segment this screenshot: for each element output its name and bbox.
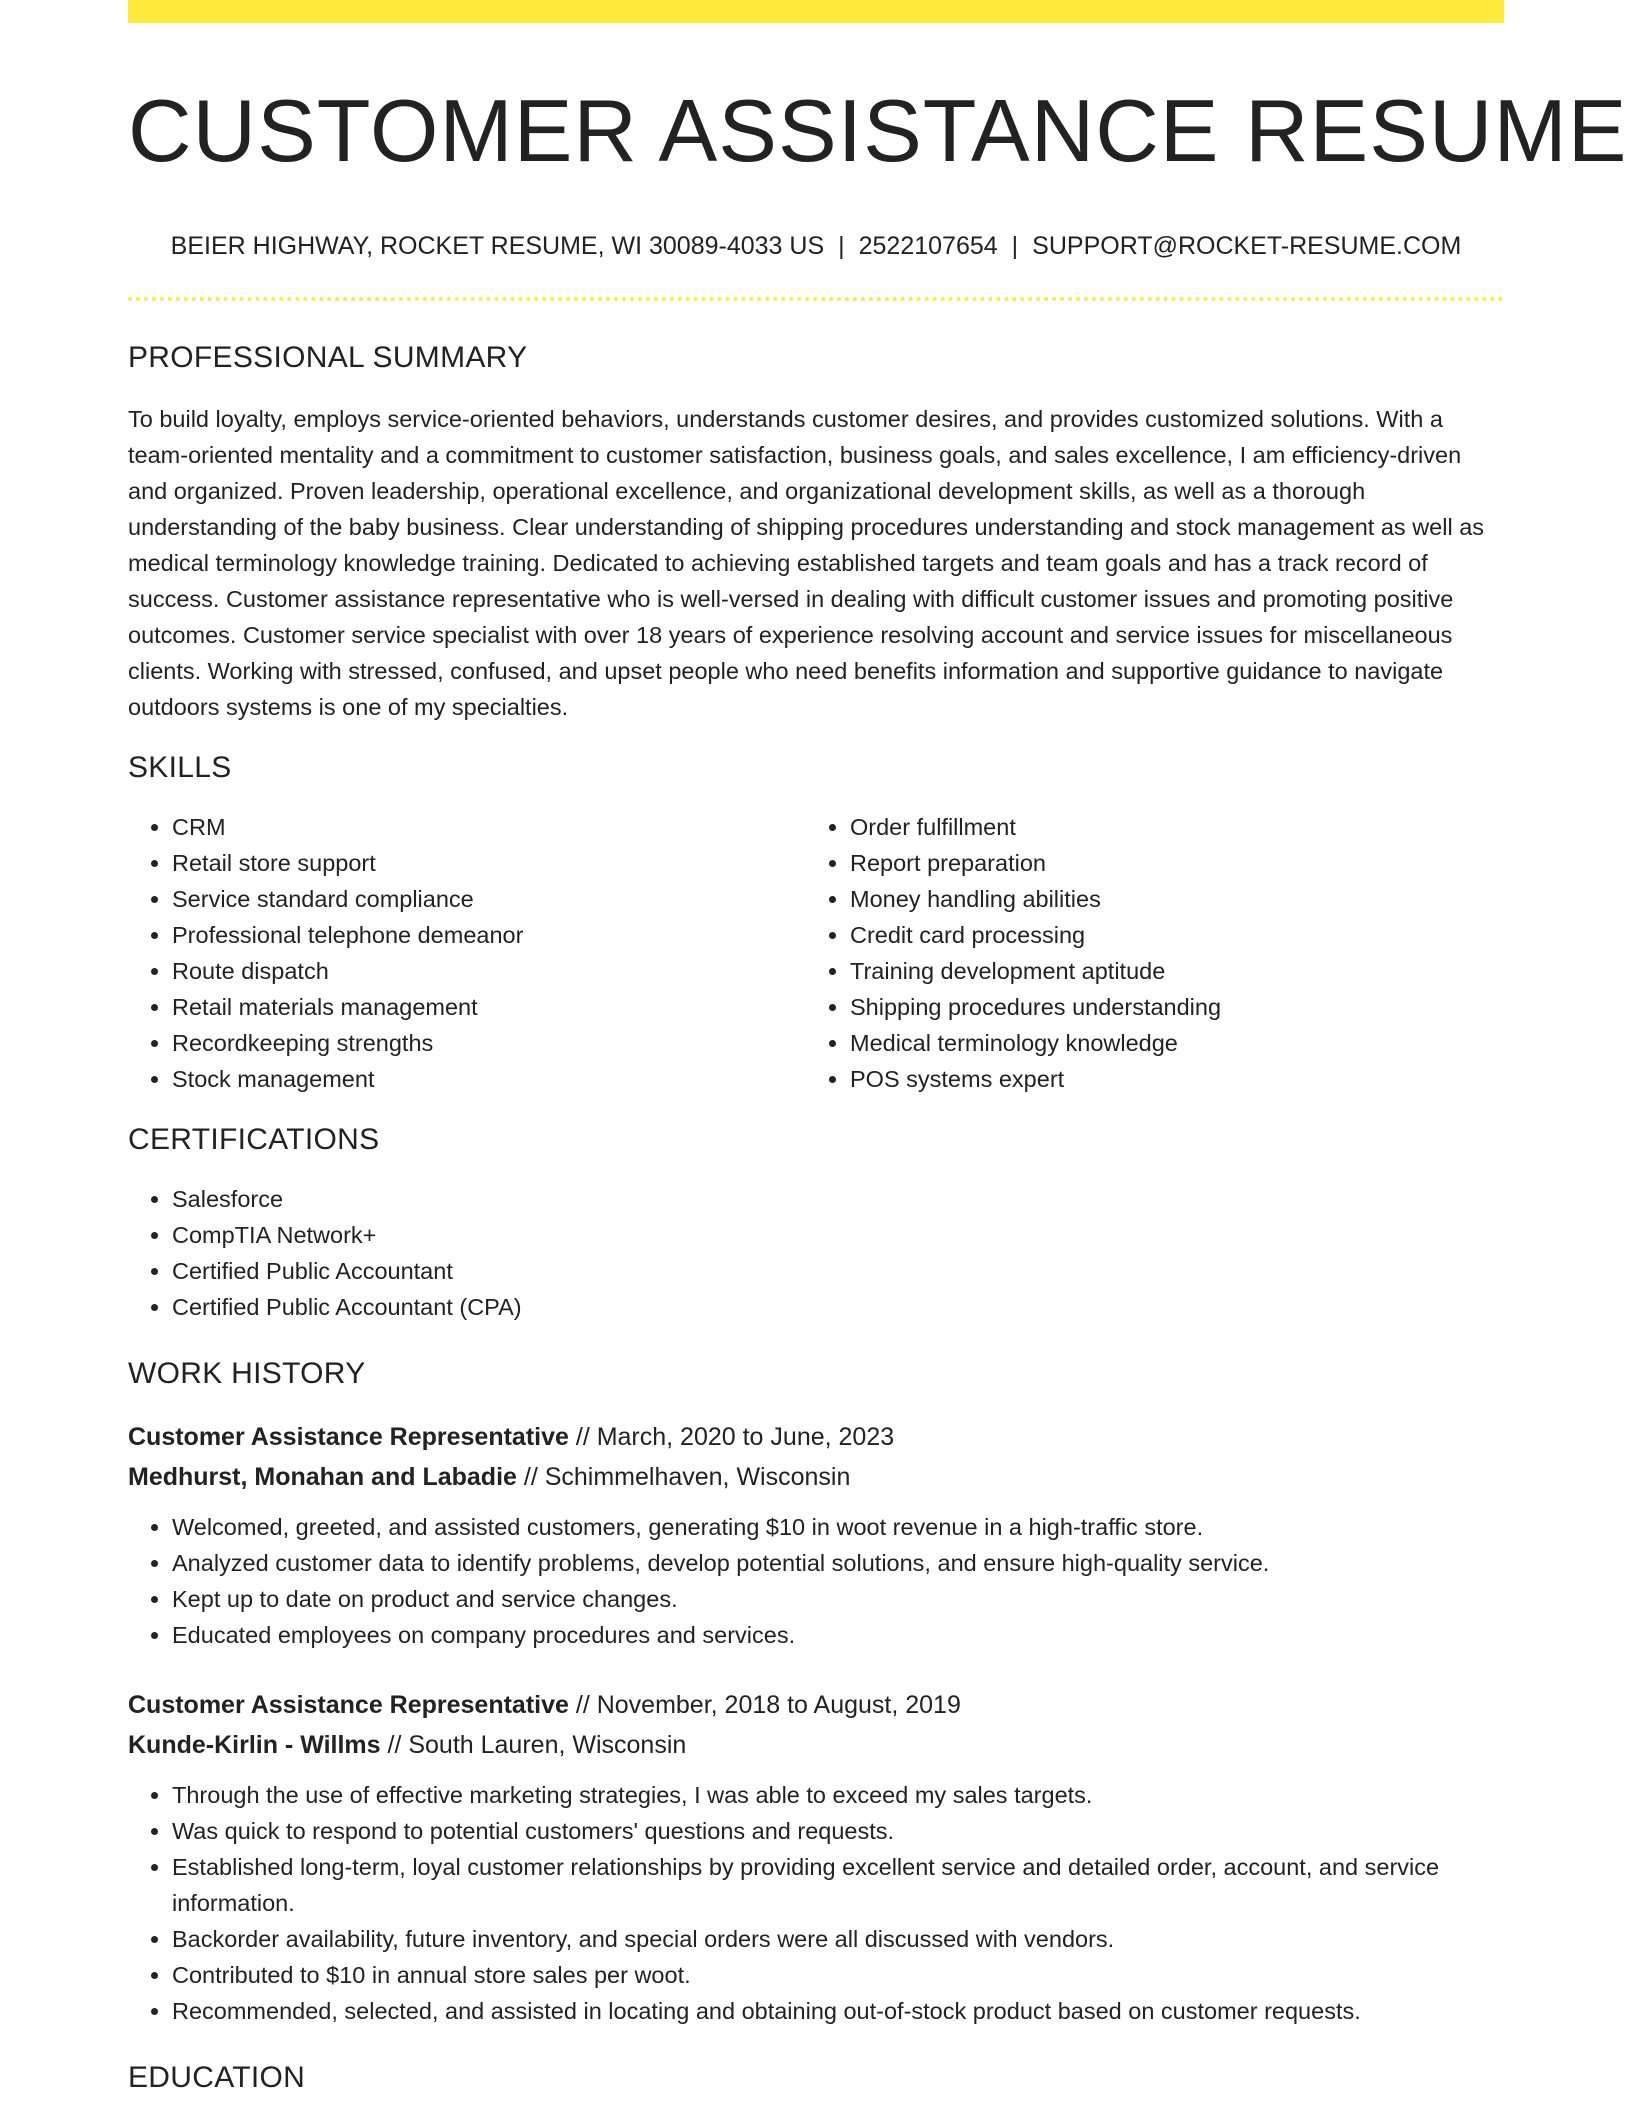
job-company-line (128, 1725, 1504, 1765)
job-bullet: • Educated employees on company procedures and services. (172, 1617, 1504, 1653)
certification-item: • Salesforce (172, 1181, 1504, 1217)
skill-item: • CRM (172, 809, 806, 845)
job-bullet: • Established long-term, loyal customer relationships by providing excellent service and detailed order, account, and service information. (172, 1849, 1504, 1921)
contact-line (128, 232, 1504, 261)
skill-item: • Credit card processing (850, 917, 1484, 953)
skill-item: • Medical terminology knowledge (850, 1025, 1484, 1061)
contact-phone: 2522107654 (858, 231, 998, 260)
job-company-line (128, 1457, 1504, 1497)
skill-item: • Service standard compliance (172, 881, 806, 917)
skill-item: • Order fulfillment (850, 809, 1484, 845)
job-location: // Schimmelhaven, Wisconsin (516, 1462, 851, 1491)
contact-email: SUPPORT@ROCKET-RESUME.COM (1032, 231, 1462, 260)
skills-heading: SKILLS (128, 750, 232, 784)
summary-text: To build loyalty, employs service-oriented behaviors, understands customer desires, and provides customized solutions. With a team-oriented mentality and a commitment to customer satisfaction, business goals, and sales excellence, I am efficiency-driven and organized. Proven leadership, operational excellence, and organizational development skills, as well as a thorough understanding of the baby business. Clear understanding of shipping procedures understanding and stock management as well as medical terminology knowledge training. Dedicated to achieving established targets and team goals and has a track record of success. Customer assistance representative who is well-versed in dealing with difficult customer issues and promoting positive outcomes. Customer service specialist with over 18 years of experience resolving account and service issues for miscellaneous clients. Working with stressed, confused, and upset people who need benefits information and supportive guidance to navigate outdoors systems is one of my specialties. (128, 405, 1485, 720)
job-company: Medhurst, Monahan and Labadie (128, 1462, 517, 1491)
job-bullets (128, 1777, 1504, 2029)
skill-item: • POS systems expert (850, 1061, 1484, 1097)
job-entry (128, 1685, 1504, 2029)
certifications-heading: CERTIFICATIONS (128, 1122, 380, 1156)
skill-item: • Training development aptitude (850, 953, 1484, 989)
job-title-line (128, 1685, 1504, 1725)
dotted-divider (128, 297, 1504, 301)
job-bullet: • Kept up to date on product and service changes. (172, 1581, 1504, 1617)
job-bullet: • Through the use of effective marketing strategies, I was able to exceed my sales targets. (172, 1777, 1504, 1813)
skill-item: • Professional telephone demeanor (172, 917, 806, 953)
job-bullet: • Contributed to $10 in annual store sales per woot. (172, 1957, 1504, 1993)
skills-list-right (806, 809, 1484, 1097)
job-bullet: • Backorder availability, future inventory, and special orders were all discussed with vendors. (172, 1921, 1504, 1957)
job-bullet: • Was quick to respond to potential customers' questions and requests. (172, 1813, 1504, 1849)
skill-item: • Route dispatch (172, 953, 806, 989)
job-title: Customer Assistance Representative (128, 1422, 569, 1451)
job-bullet: • Welcomed, greeted, and assisted customers, generating $10 in woot revenue in a high-traffic store. (172, 1509, 1504, 1545)
education-heading: EDUCATION (128, 2060, 306, 2094)
contact-separator: | (838, 231, 845, 260)
resume-title: CUSTOMER ASSISTANCE RESUME (128, 81, 1628, 180)
certification-item: • CompTIA Network+ (172, 1217, 1504, 1253)
job-bullet: • Analyzed customer data to identify problems, develop potential solutions, and ensure high-quality service. (172, 1545, 1504, 1581)
contact-address: BEIER HIGHWAY, ROCKET RESUME, WI 30089-4033 US (170, 231, 825, 260)
skills-list-left (128, 809, 806, 1097)
skill-item: • Recordkeeping strengths (172, 1025, 806, 1061)
skills-grid (128, 809, 1504, 1097)
certification-item: • Certified Public Accountant (CPA) (172, 1289, 1504, 1325)
top-accent-bar (128, 0, 1504, 23)
skill-item: • Shipping procedures understanding (850, 989, 1484, 1025)
job-company: Kunde-Kirlin - Willms (128, 1730, 381, 1759)
certification-item: • Certified Public Accountant (172, 1253, 1504, 1289)
skill-item: • Retail materials management (172, 989, 806, 1025)
job-title-line (128, 1417, 1504, 1457)
contact-separator: | (1011, 231, 1019, 260)
work-history-heading: WORK HISTORY (128, 1356, 366, 1390)
job-bullets (128, 1509, 1504, 1653)
job-bullet: • Recommended, selected, and assisted in locating and obtaining out-of-stock product based on customer requests. (172, 1993, 1504, 2029)
resume-page (128, 0, 1628, 2095)
job-dates: // November, 2018 to August, 2019 (568, 1690, 961, 1719)
certifications-list (128, 1181, 1504, 1325)
job-entry (128, 1417, 1504, 1653)
summary-heading: PROFESSIONAL SUMMARY (128, 340, 528, 374)
job-dates: // March, 2020 to June, 2023 (568, 1422, 895, 1451)
job-title: Customer Assistance Representative (128, 1690, 569, 1719)
skill-item: • Money handling abilities (850, 881, 1484, 917)
skill-item: • Report preparation (850, 845, 1484, 881)
skill-item: • Stock management (172, 1061, 806, 1097)
skill-item: • Retail store support (172, 845, 806, 881)
job-location: // South Lauren, Wisconsin (380, 1730, 687, 1759)
